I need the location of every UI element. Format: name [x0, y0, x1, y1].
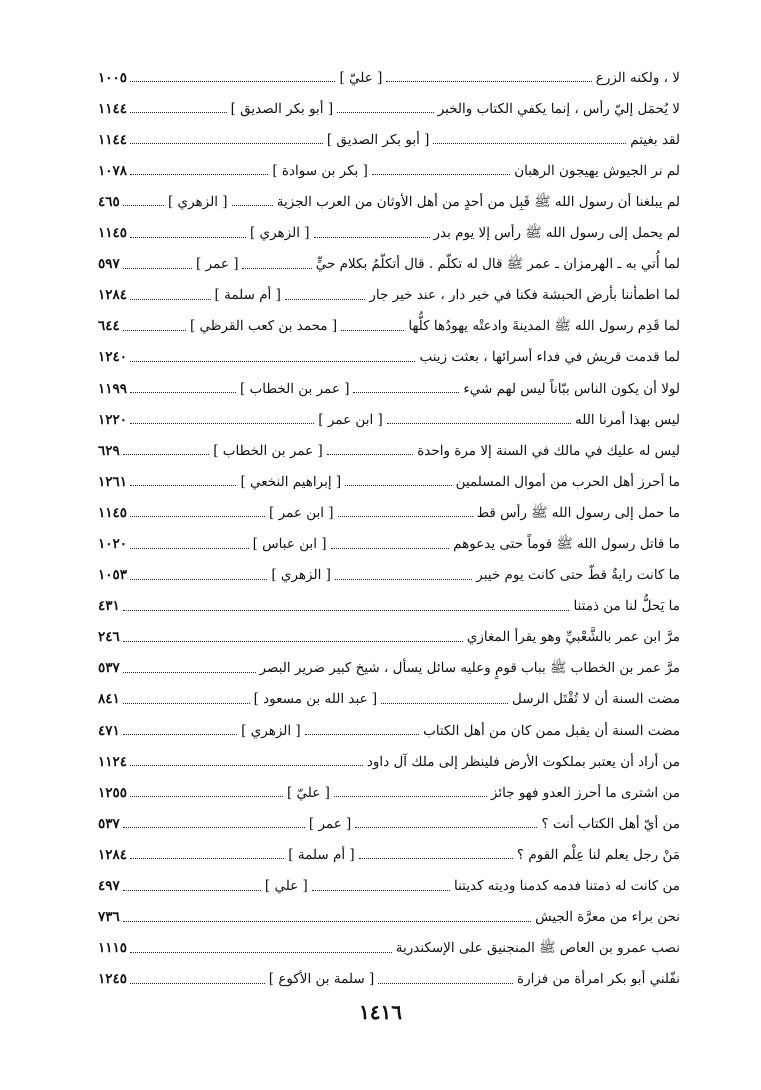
entry-text: نحن براء من معرَّة الجيش — [535, 909, 680, 926]
index-entry — [98, 116, 680, 147]
index-entry — [98, 831, 680, 862]
dot-leader — [130, 81, 335, 82]
entry-source: [ عمر بن الخطاب ] — [239, 380, 350, 397]
entry-text: مرَّ عمر بن الخطاب ﷺ بباب قومٍ وعليه سائل يسأل ، شيخ كبير ضرير البصر — [259, 660, 680, 677]
dot-leader — [130, 796, 283, 797]
entry-page-number: ٧٣٦ — [98, 909, 120, 926]
entry-page-number: ١٢٢٠ — [98, 411, 128, 428]
entry-source: [ سلمة بن الأكوع ] — [268, 971, 375, 988]
entry-text: من كانت له ذمتنا فدمه كدمنا وديته كديتنا — [453, 878, 680, 895]
index-entry — [98, 427, 680, 458]
entry-text: ما يَحلُّ لنا من ذمتنا — [573, 598, 680, 615]
dot-leader — [130, 299, 211, 300]
entry-source: [ عليّ ] — [286, 784, 330, 801]
entry-text: مَنْ رجل يعلم لنا عِلْم القوم ؟ — [516, 846, 680, 863]
dot-leader — [123, 268, 192, 269]
index-entry — [98, 520, 680, 551]
entry-text: لما قَدِم رسول الله ﷺ المدينةَ وادعتْه يهودُها كلُّها — [408, 318, 680, 335]
dot-leader — [123, 921, 531, 922]
entry-source: [ أبو بكر الصديق ] — [326, 131, 430, 148]
dot-leader — [359, 858, 513, 859]
index-entry — [98, 147, 680, 178]
entry-text: لا ، ولكنه الزرع — [595, 69, 680, 86]
dot-leader — [123, 454, 209, 455]
index-entry — [98, 241, 680, 272]
entry-text: من اشترى ما أحرز العدو فهو جائز — [490, 784, 680, 801]
entry-page-number: ٥٣٧ — [98, 660, 120, 677]
index-entry — [98, 956, 680, 987]
index-entry — [98, 738, 680, 769]
entry-source: [ علي ] — [264, 878, 308, 895]
entry-source: [ الزهري ] — [167, 193, 228, 210]
entry-source: [ أم سلمة ] — [288, 846, 355, 863]
entry-page-number: ٥٣٧ — [97, 815, 120, 832]
entry-text: لقد بغيتم — [630, 131, 680, 148]
dot-leader — [130, 485, 236, 486]
dot-leader — [433, 143, 626, 144]
dot-leader — [130, 112, 227, 113]
entry-text: نصب عمرو بن العاص ﷺ المنجنيق على الإسكندرية — [395, 940, 680, 957]
entry-text: ما حمل إلى رسول الله ﷺ رأس قط — [476, 504, 680, 521]
entry-page-number: ١١٤٥ — [97, 504, 127, 521]
entry-page-number: ١٠٧٨ — [97, 162, 127, 179]
dot-leader — [331, 548, 450, 549]
index-entry — [98, 489, 680, 520]
dot-leader — [338, 516, 473, 517]
entry-text: لا يُحمَل إليّ رأس ، إنما يكفي الكتاب والخبر — [437, 100, 680, 117]
entry-page-number: ٤٧١ — [97, 722, 120, 739]
dot-leader — [130, 143, 323, 144]
entry-page-number: ١٢٨٤ — [98, 287, 128, 304]
dot-leader — [130, 983, 265, 984]
entry-source: [ عبد الله بن مسعود ] — [253, 691, 378, 708]
dot-leader — [130, 237, 246, 238]
index-entry — [98, 645, 680, 676]
dot-leader — [285, 299, 366, 300]
entry-page-number: ١٢٤٠ — [98, 349, 128, 366]
entry-text: مرَّ ابن عمر بالشَّعْبيِّ وهو يقرأ المغازي — [466, 629, 680, 646]
entry-page-number: ١١٤٥ — [97, 225, 127, 242]
entry-text: ما أحرز أهل الحرب من أموال المسلمين — [455, 473, 680, 490]
dot-leader — [123, 703, 250, 704]
entry-source: [ الزهري ] — [249, 225, 310, 242]
entry-text: مضت السنة أن لا تُقْتَل الرسل — [512, 691, 680, 708]
index-entry — [98, 178, 680, 209]
index-entry — [98, 925, 680, 956]
entry-text: ما كانت رايةٌ قطّ حتى كانت يوم خيبر — [476, 567, 680, 584]
dot-leader — [232, 205, 273, 206]
entry-page-number: ١٠٥٣ — [97, 567, 127, 584]
entry-text: لم يبلغنا أن رسول الله ﷺ قَبِل من أحدٍ من أهل الأوثان من العرب الجزية — [276, 193, 680, 210]
dot-leader — [378, 983, 513, 984]
entry-source: [ عمر ] — [308, 815, 352, 832]
index-entry — [98, 303, 680, 334]
entry-text: مضت السنة أن يقبل ممن كان من أهل الكتاب — [423, 722, 680, 739]
dot-leader — [130, 361, 415, 362]
dot-leader — [123, 330, 186, 331]
entry-page-number: ١١٤٤ — [97, 131, 127, 148]
entry-text: ليس بهذا أمرنا الله — [575, 411, 680, 428]
dot-leader — [305, 734, 419, 735]
index-entry — [98, 583, 680, 614]
dot-leader — [353, 392, 459, 393]
dot-leader — [130, 858, 284, 859]
entry-text: ما قاتل رسول الله ﷺ قوماً حتى يدعوهم — [453, 536, 680, 552]
index-entry — [98, 396, 680, 427]
entry-source: [ الزهري ] — [271, 567, 331, 584]
index-entry — [98, 85, 680, 116]
dot-leader — [123, 672, 256, 673]
entry-text: من أيّ أهل الكتاب أنت ؟ — [541, 815, 680, 832]
entry-source: [ أبو بكر الصديق ] — [230, 100, 334, 117]
index-entry — [98, 614, 680, 645]
dot-leader — [123, 734, 237, 735]
entry-source: [ ابن عباس ] — [252, 536, 327, 552]
dot-leader — [123, 890, 261, 891]
entry-page-number: ٢٤٦ — [98, 629, 120, 646]
dot-leader — [123, 610, 570, 611]
page-number: ١٤١٦ — [359, 1000, 402, 1024]
dot-leader — [130, 174, 268, 175]
index-list — [98, 54, 680, 987]
entry-page-number: ١٢٤٥ — [97, 971, 127, 988]
dot-leader — [387, 423, 571, 424]
entry-text: لم نر الجيوش يهيجون الرهبان — [514, 162, 680, 179]
entry-text: لم يحمل إلى رسول الله ﷺ رأس إلا يوم بدر — [433, 225, 680, 242]
dot-leader — [130, 516, 265, 517]
dot-leader — [130, 765, 363, 766]
dot-leader — [337, 112, 434, 113]
entry-page-number: ٤٦٥ — [97, 193, 120, 210]
entry-page-number: ٨٤١ — [97, 691, 120, 708]
entry-page-number: ١٠٠٥ — [97, 69, 127, 86]
index-entry — [98, 334, 680, 365]
entry-source: [ ابن عمر ] — [269, 504, 334, 521]
dot-leader — [130, 579, 267, 580]
index-entry — [98, 54, 680, 85]
entry-source: [ عليّ ] — [339, 69, 383, 86]
dot-leader — [130, 952, 392, 953]
entry-text: لما أُتي به ـ الهرمزان ـ عمر ﷺ قال له تكلّم . قال أتكلّمُ بكلام حيٍّ — [315, 256, 680, 273]
index-entry — [98, 676, 680, 707]
entry-page-number: ١١٢٤ — [98, 753, 128, 770]
dot-leader — [130, 392, 236, 393]
entry-source: [ أم سلمة ] — [214, 287, 281, 304]
index-entry — [98, 862, 680, 893]
dot-leader — [334, 796, 487, 797]
index-entry — [98, 769, 680, 800]
entry-text: من أراد أن يعتبر بملكوت الأرض فلينظر إلى ملك آل داود — [366, 753, 680, 770]
entry-page-number: ١٢٨٤ — [98, 846, 128, 863]
index-entry — [98, 458, 680, 489]
dot-leader — [242, 268, 311, 269]
dot-leader — [123, 205, 164, 206]
entry-source: [ محمد بن كعب القرظي ] — [189, 318, 338, 335]
entry-page-number: ١٠٢٠ — [98, 536, 128, 552]
entry-page-number: ١١١٥ — [98, 940, 128, 957]
entry-source: [ عمر ] — [196, 256, 239, 273]
entry-page-number: ٦٤٤ — [98, 318, 120, 335]
entry-page-number: ٤٩٧ — [97, 878, 120, 895]
index-entry — [98, 800, 680, 831]
entry-page-number: ٥٩٧ — [98, 256, 120, 273]
entry-text: ليس له عليك في مالك في السنة إلا مرة واحدة — [417, 442, 680, 459]
entry-page-number: ٤٣١ — [98, 598, 120, 615]
dot-leader — [327, 454, 413, 455]
index-entry — [98, 552, 680, 583]
entry-text: نفّلني أبو بكر امرأة من فزارة — [517, 971, 680, 988]
dot-leader — [355, 827, 537, 828]
entry-source: [ عمر بن الخطاب ] — [213, 442, 323, 459]
dot-leader — [341, 330, 404, 331]
entry-text: لما قدمت قريش في فداء أسرائها ، بعثت زينب — [419, 349, 680, 366]
entry-source: [ إبراهيم النخعي ] — [240, 473, 342, 490]
dot-leader — [314, 237, 430, 238]
entry-text: لما اطمأننا بأرض الحبشة فكنا في خير دار ، عند خير جار — [369, 287, 680, 304]
entry-source: [ الزهري ] — [241, 722, 301, 739]
index-entry — [98, 209, 680, 240]
dot-leader — [130, 423, 314, 424]
index-entry — [98, 365, 680, 396]
dot-leader — [312, 890, 450, 891]
entry-page-number: ١٢٥٥ — [97, 784, 127, 801]
entry-page-number: ١١٩٩ — [98, 380, 128, 397]
dot-leader — [123, 641, 463, 642]
dot-leader — [345, 485, 451, 486]
index-entry — [98, 272, 680, 303]
entry-page-number: ١١٤٤ — [98, 100, 128, 117]
entry-source: [ ابن عمر ] — [318, 411, 383, 428]
dot-leader — [381, 703, 508, 704]
entry-page-number: ٦٢٩ — [98, 442, 120, 459]
dot-leader — [386, 81, 591, 82]
dot-leader — [372, 174, 510, 175]
index-entry — [98, 894, 680, 925]
entry-text: لولا أن يكون الناس ببّاناً ليس لهم شيء — [463, 380, 680, 397]
dot-leader — [335, 579, 472, 580]
dot-leader — [130, 548, 249, 549]
index-entry — [98, 707, 680, 738]
entry-source: [ بكر بن سوادة ] — [272, 162, 368, 179]
dot-leader — [123, 827, 305, 828]
entry-page-number: ١٢٦١ — [98, 473, 128, 490]
